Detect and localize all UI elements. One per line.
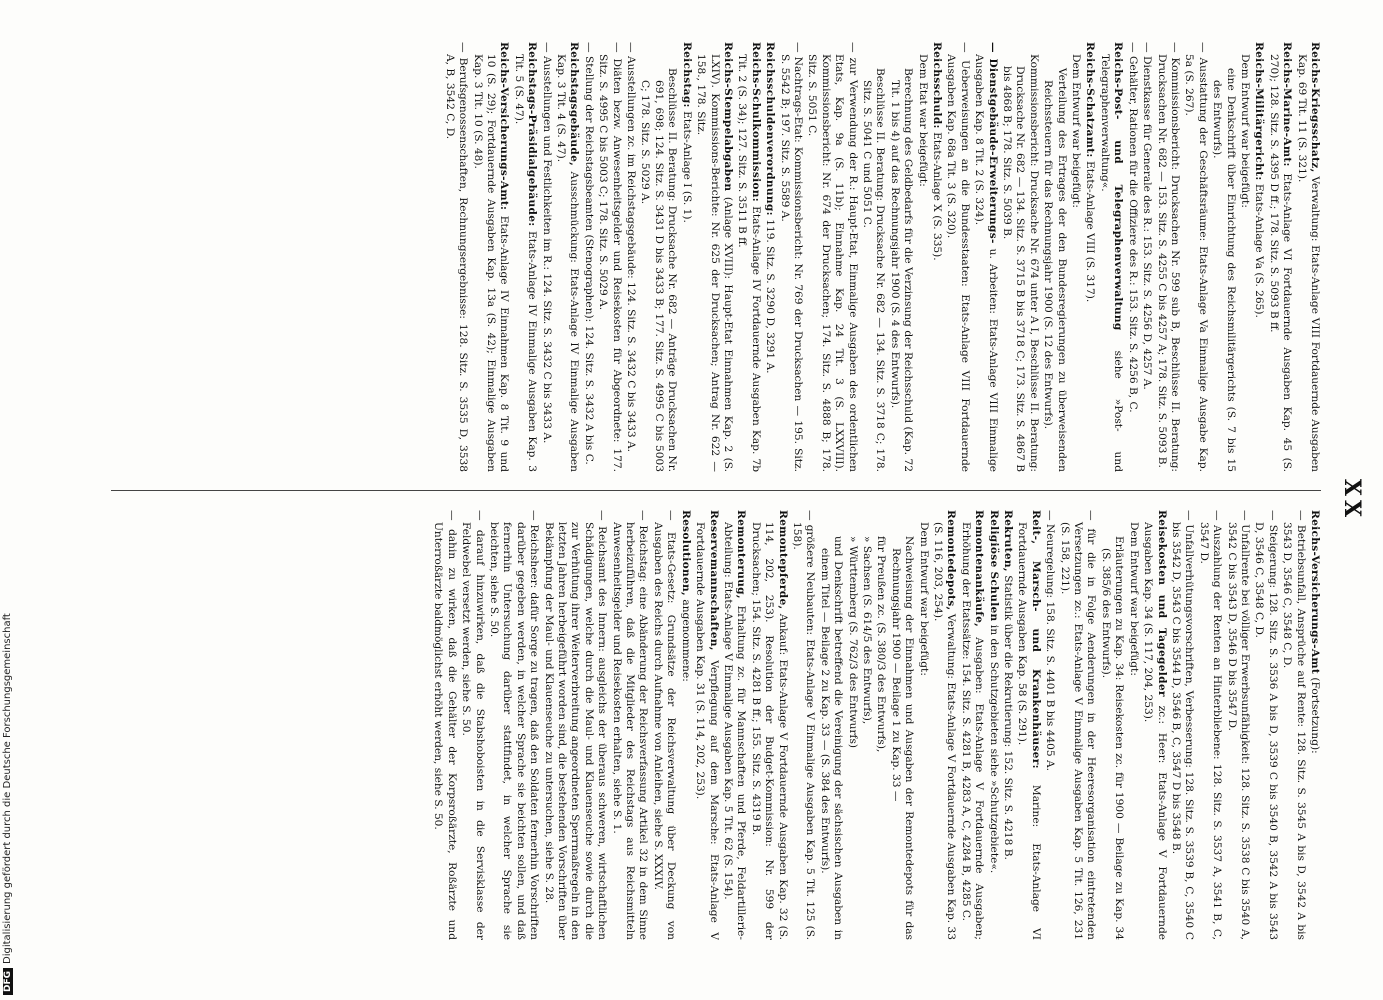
index-entry [1252,510,1279,940]
index-keyword: Religiöse Schulen [987,510,1000,622]
index-text: (Fortsetzung): [1309,674,1321,754]
index-entry [1041,42,1068,472]
index-entry [511,42,538,472]
index-keyword: Rekruten, [1002,510,1015,572]
index-text: — Ausstellungen und Festlichkeiten im R.: 124. Sitz. S. 3432 C bis 3433 A. [540,42,553,444]
index-entry [624,42,637,472]
index-entry [651,510,678,940]
index-entry [581,42,594,472]
index-keyword: Reichs-Versicherungs-Amt: [498,42,511,211]
index-entry [541,510,608,940]
index-entry [1169,510,1196,940]
index-text: — größere Neubauten: Etats-Anlage V Einmalige Ausgaben Kap. 5 Tit. 125 (S. 158). [790,510,817,940]
digitization-credit [2,395,13,995]
index-entry [1099,510,1126,940]
index-entry [1043,510,1056,940]
index-entry [554,42,581,472]
index-text: Etats-Anlage VIII (S. 317). [1084,157,1097,303]
index-entry [748,510,788,940]
index-entry [596,42,623,472]
index-text: Verteilung des Ertrages der den Bundesregierungen zu überweisenden Reichssteuern für das Rechnungsjahr 1900 (S. 12 des Entwurfs). [1042,68,1068,472]
page-number: XX [1339,478,1365,522]
index-text: Kommissionsbericht: Drucksache Nr. 674 unter A I, Beschlüsse II. Beratung: Drucksache Nr. 682 — 134. Sitz. S. 3715 B bis 3718 C; 173. Sitz. S. 4867 B bis 4868 B; 178. Sitz. S. 5039 B. [1001,54,1040,472]
index-text: Marine: Etats-Anlage VI Fortdauernde Ausgaben Kap. 58 (S. 291). [1016,522,1042,940]
index-keyword: Reichsschuld: [931,42,944,129]
index-entry [1308,510,1321,940]
index-text: Dem Entwurf war beigefügt: [917,522,930,676]
index-entry [487,510,541,940]
index-text: — Dienstkasse für Generale des R.: 153. Sitz. S. 4256 D, 4257 A. [1141,42,1154,390]
index-text: » Württemberg (S. 762/3 des Entwurfs) [846,536,859,749]
index-text: — Nachtrags-Etat: Kommissionsbericht: Nr. 769 der Drucksachen — 195. Sitz. S. 5542 B; 197. Sitz. S. 5589 A. [778,42,804,472]
index-entry [777,42,804,472]
index-text: Verpflegung auf dem Marsche: Etats-Anlage V Fortdauernde Ausgaben Kap. 31 (S. 114, 202, 253). [694,522,720,940]
index-text: Ausgaben: Etats-Anlage V Fortdauernde Ausgaben; Erhöhung der Etatssätze: 154. Sitz. S. 4281 B, 4283 A, C, 4284 B, 4285 C. [959,522,986,940]
index-text: — Berufsgenossenschaften, Rechnungsergebnisse: 128. Sitz. S. 3535 D, 3538 A, B, 3542 C, D. [443,42,470,472]
index-entry [721,510,748,940]
index-entry [931,510,958,940]
index-entry [1210,42,1237,472]
index-keyword: Reisekosten und Tagegelder [1155,510,1168,697]
index-keyword: — Dienstgebäude-Erweiterungs- [986,42,999,244]
index-keyword: Resolutionen, [679,510,692,597]
index-entry [609,510,649,940]
column-divider [111,490,1321,491]
index-text: Beschlüsse II. Beratung: Drucksache Nr. 682 — 134. Sitz. S. 3718 C; 178. Sitz. S. 5041 C und 5051 C. [861,68,887,472]
index-entry [763,42,776,472]
index-text: — Ausstellungen zc. im Reichstagsgebäude: 124. Sitz. S. 3432 C bis 3433 A. [625,42,638,453]
index-keyword: Remontenankäufe, [973,510,986,628]
index-text: Verwaltung: Etats-Anlage VIII Fortdauernde Ausgaben Kap. 69 Tit. 11 (S. 321). [1295,54,1321,472]
index-text: u. Arbeiten: Etats-Anlage VIII Einmalige Ausgaben Kap. 8 Tit. 2 (S. 324). [973,54,999,472]
index-text: Ankauf: Etats-Anlage V Fortdauernde Ausgaben Kap. 32 (S. 114, 202, 253). Resolution der Budget-Kommission: Nr. 599 der Drucksachen; 154. Sitz. S. 4281 B ff.; 155. Sitz. S. 4319 B. [749,522,789,940]
index-entry [1141,510,1168,940]
index-entry [638,42,678,472]
index-keyword: Reichs-Post- und Telegraphenverwaltung [1112,42,1125,331]
index-entry [1280,510,1307,940]
dfg-logo: DFG [3,968,13,995]
index-entry [678,510,691,940]
index-text: — Unfallrente bei völliger Erwerbsunfähigkeit: 128. Sitz. S. 3538 C bis 3540 A, 3542 C bis 3543 D, 3546 D bis 3547 D. [1225,510,1251,940]
index-text: Dem Etat war beigefügt: [916,54,929,187]
index-text: Erhaltung zc. für Mannschaften und Pferde, Feldartillerie-Abteilung: Etats-Anlage V Einmalige Ausgaben Kap. 5 Tit. 62 (S. 154). [721,522,748,940]
index-text: Etats-Anlage VI Fortdauernde Ausgaben Kap. 45 (S. 270); 128. Sitz. S. 4395 D ff.; 178. Sitz. S. 5093 B ff. [1267,54,1294,472]
index-entry [1126,510,1139,940]
index-entry [1083,42,1096,472]
index-text: Dem Entwurf war beigefügt: [1238,54,1251,208]
index-keyword: Reichstag: [680,42,693,108]
index-text: — Auszahlung der Renten an Hinterbliebene: 128. Sitz. S. 3537 A, 3541 B, C, 3547 D. [1197,510,1224,940]
index-text: eine Denkschrift über Einrichtung des Reichsmilitärgerichts (S. 7 bis 15 des Entwurfs). [1211,68,1237,472]
index-entry [1015,510,1042,940]
index-text: Etats-Anlage IV Einnahmen Kap. 8 Tit. 9 und 10 (S. 29); Fortdauernde Ausgaben Kap. 13a (S. 42); Einmalige Ausgaben Kap. 3 Tit. 10 (S. 48). [471,54,511,472]
index-text: — Reichstag: eine Abänderung der Reichsverfassung Artikel 32 in dem Sinne herbeizuführen, daß die Mitglieder des Reichstags aus Reichsmitteln Anwesenheitsgelder und Reisekosten erhalten, siehe S. 1. [610,510,650,940]
index-keyword: Reichs-Schatzamt: [1084,42,1097,158]
index-keyword: Reichstagsgebäude, [568,42,581,167]
index-entry [1069,42,1082,472]
index-entry [1182,42,1209,472]
index-text: — für die in Folge Aenderungen in der Heeresorganisation eintretenden Versetzungen zc.: Etats-Anlage V Einmalige Ausgaben Kap. 5 Tit. 126, 231 (S. 158, 221). [1058,510,1098,940]
index-entry [817,510,844,940]
index-text: — Steigerung: 128. Sitz. S. 3536 A bis D, 3539 C bis 3540 B, 3542 A bis 3543 D, 3546 C, 3548 C, D. [1253,510,1279,940]
index-text: — Reichsheer: dafür Sorge zu tragen, daß den Soldaten fernerhin Vorschriften darüber gegeben werden, in welcher Sprache sie beichten sollen, und daß fernerhin Untersuchung darüber stattfindet, in welcher Sprache sie beichten, siehe S. 50. [488,510,541,940]
index-entry [915,42,928,472]
index-keyword: Reichs-Militärgericht: [1253,42,1266,181]
index-entry [1294,42,1321,472]
index-entry [958,510,985,940]
index-text: — Reichsamt des Innern: ausgleichs der überaus schweren, wirtschaftlichen Schädigungen, welche durch die Maul- und Klauenseuche sowie durch die zur Verhütung ihrer Weiterverbreitung angeordneten Sperrmaßregeln in den letzten Jahren herbeigeführt worden sind, die bestehenden Vorschriften über Bekämpfung der Maul- und Klauenseuche zu untersuchen, siehe S. 28. [542,510,609,940]
index-text: Berechnung des Geldbedarfs für die Verzinsung der Reichsschuld (Kap. 72 Tit. 1 bis 4) auf das Rechnungsjahr 1900 (S. 4 des Entwurfs). [888,68,915,472]
index-entry [874,510,887,940]
index-entry [1266,42,1293,472]
index-text: Etats-Anlage I (S. 1). [680,107,693,223]
index-text: Etats-Anlage IV Fortdauernde Ausgaben Kap. 7b Tit. 2 (S. 34); 127. Sitz. S. 3511 B ff. [736,54,762,472]
index-entry [1057,510,1097,940]
index-keyword: Reservemannschaften, [707,510,720,651]
index-text: Verwaltung: Etats-Anlage V Fortdauernde Ausgaben Kap. 33 (S. 116, 203, 254). [932,522,958,940]
index-entry [735,42,762,472]
index-text: — Gehälter, Rationen für die Offiziere des R.: 153. Sitz. S. 4256 B, C. [1126,42,1139,413]
index-entry [1224,510,1251,940]
index-entry [1000,42,1040,472]
index-text: zc.: Heer: Etats-Anlage V Fortdauernde Ausgaben Kap. 34 (S. 117, 204, 253). [1142,522,1168,940]
index-text: — Ueberweisungen an die Bundesstaaten: Etats-Anlage VIII Fortdauernde Ausgaben Kap. 68a Tit. 3 (S. 320). [945,42,971,472]
index-entry [887,42,914,472]
credit-text: Digitalisierung gefördert durch die Deutsche Forschungsgemeinschaft [2,613,13,964]
index-text: Etats-Anlage IV Einmalige Ausgaben Kap. 3 Tit. 5 (S. 47). [512,54,539,472]
index-keyword: Remontedepots, [945,510,958,611]
index-text: — Stellung der Reichstagsbeamten (Stenographen): 124. Sitz. S. 3432 A bis C. [582,42,595,465]
index-keyword: Reichs-Versicherungs-Amt [1309,510,1321,675]
index-entry [539,42,552,472]
index-entry [694,42,734,472]
index-text: — zur Verwendung der R.: Haupt-Etat, Einmalige Ausgaben des ordentlichen Etats, Kap. 9a (S. 11b); Einnahme Kap. 24 Tit. 3 (S. LXXVIII). Kommissionsbericht: Nr. 674 der Drucksachen; 174. Sitz. S. 4888 B; 178. Sitz. S. 5051 C. [806,42,859,472]
index-entry [1125,42,1138,472]
index-text: Etats-Anlage Va (S. 265). [1253,180,1266,318]
index-text: — darauf hinzuwirken, daß die Stabshoboisten in die Servisklasse der Feldwebel versetzt werden, siehe S. 50. [460,510,486,940]
index-text: (Anlage XVIII): Haupt-Etat Einnahmen Kap. 2 (S. LXIV). Kommissions-Berichte: Nr. 625 der Drucksachen; Antrag Nr. 622 — 158., 178. Sitz. [695,54,734,472]
index-keyword: Remontepferde, [776,510,789,610]
index-entry [930,42,943,472]
index-text: für Preußen zc. (S. 380/3 des Entwurfs), [875,536,888,753]
index-entry [459,510,486,940]
index-keyword: Reichs-Schulkommission: [749,42,762,202]
index-entry [1098,42,1125,472]
index-entry [916,510,929,940]
index-entry [1140,42,1153,472]
index-entry [470,42,510,472]
index-text: und Denkschrift betreffend die Vereinigung der sächsischen Ausgaben in einem Titel — Beilage 2 zu Kap. 33 — (S. 384 des Entwurfs). [818,536,845,940]
index-entry [1238,42,1251,472]
index-keyword: Reichs-Marine-Amt: [1281,42,1294,167]
index-text: siehe »Post- und Telegraphenverwaltung«. [1098,54,1125,472]
index-entry [944,42,971,472]
index-entry [1252,42,1265,472]
left-column [101,42,1321,472]
index-keyword: Reichs-Stempelabgaben [721,42,734,192]
index-entry [442,42,469,472]
index-text: Ausschmückung: Etats-Anlage IV Einmalige Ausgaben Kap. 3 Tit. 4 (S. 47). [555,54,581,472]
index-entry [679,42,692,472]
index-keyword: Reichstags-Präsidialgebäude: [526,42,539,227]
index-text: Erläuterungen zu Kap. 34: Reisekosten zc. für 1900 — Beilage zu Kap. 34 (S. 385/6 des Entwurfs). [1099,536,1126,940]
index-entry [790,510,817,940]
index-entry [986,510,999,940]
index-text: Beschlüsse II. Beratung: Drucksache Nr. 682 — Anträge Drucksachen Nr. 691, 698; 124. Sitz. S. 3431 D bis 3433 B; 177. Sitz. S. 4995 C bis 5003 C; 178. Sitz. S. 5029 A. [639,68,679,472]
index-text: — Etats-Gesetz: Grundsätze der Reichsverwaltung über Deckung von Ausgaben des Reichs durch Aufnahme von Anleihen, siehe S. XXXIV. [651,510,678,940]
index-entry [1154,42,1181,472]
index-entry [888,510,915,940]
index-text: — dahin zu wirken, daß die Gehälter der Korpsroßärzte, Roßärzte und Unterroßärzte baldmöglichst erhöht werden, siehe S. 50. [432,510,458,940]
index-entry [1196,510,1223,940]
index-entry [972,42,999,472]
index-entry [693,510,720,940]
index-text: » Sachsen (S. 614/5 des Entwurfs), [861,536,873,725]
index-text: 119. Sitz. S. 3290 D, 3291 A. [764,215,777,374]
index-text: angenommene: [679,596,692,682]
index-text: Etats-Anlage X (S. 335). [931,128,944,261]
index-text: — Diäten bezw. Anwesenheitsgelder und Reisekosten für Abgeordnete: 177. Sitz. S. 4995 C bis 5003 C; 178. Sitz. S. 5029 A. [597,42,623,472]
index-keyword: Reit-, Marsch- und Krankenhäuser: [1029,510,1042,769]
index-keyword: Remonteruug, [735,510,748,599]
index-entry [805,42,859,472]
index-text: Nachweisung der Einnahmen und Ausgaben der Remontedepots für das Rechnungsjahr 1900 — Beilage 1 zu Kap. 33 — [889,536,916,940]
index-text: — Kommissionsbericht: Drucksachen Nr. 599 sub B, Beschlüsse II. Beratung: Drucksachen Nr. 682 — 153. Sitz. S. 4255 C bis 4257 A; 178. Sitz. S. 5093 B. [1155,42,1181,472]
index-entry [431,510,458,940]
index-text: Statistik über die Rekrutierung: 152. Sitz. S. 4218 B. [1002,571,1015,860]
index-text: — Neuregelung: 158. Sitz. S. 4401 B bis 4405 A. [1044,510,1057,772]
index-keyword: Reichsschuldenverordnung: [764,42,777,216]
index-entry [845,510,858,940]
index-text: — Betriebsunfall, Ansprüche auf Rente: 128. Sitz. S. 3545 A bis D, 3542 A bis 3543 D, 3546 C, 3548 C, D. [1281,510,1307,940]
index-text: Dem Entwurf war beigefügt: [1070,54,1083,208]
index-text: Dem Entwurf war beigefügt: [1127,522,1140,676]
index-text: in den Schutzgebieten siehe »Schutzgebiete«. [987,621,1000,874]
index-text: — Ausstattung der Geschäftsräume: Etats-Anlage Va Einmalige Ausgabe Kap. 5a (S. 267). [1183,42,1209,472]
index-entry [860,510,873,940]
index-keyword: Reichs-Kriegsschatz, [1309,42,1321,173]
index-entry [860,42,887,472]
right-column [101,510,1321,940]
index-entry [1001,510,1014,940]
index-text: — Unfallverhütungsvorschriften, Verbesserung: 128. Sitz. S. 3539 B, C, 3540 C bis 3542 D, 3543 C bis 3544 D, 3546 B, C, 3547 D bis 3548 B. [1169,510,1196,940]
